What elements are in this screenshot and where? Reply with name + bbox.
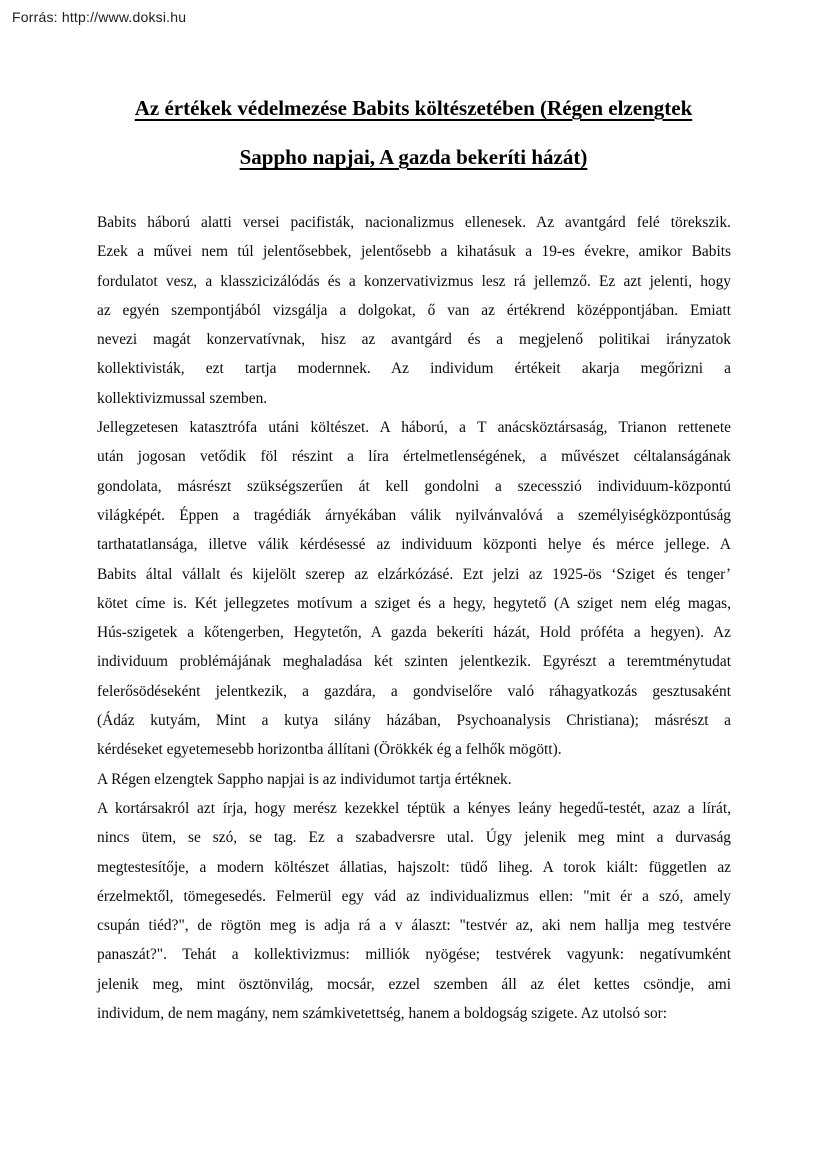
text-line: individum, de nem magány, nem számkivetettség, hanem a boldogság szigete. Az utolsó sor: — [97, 1005, 668, 1023]
text-line: (Ádáz kutyám, Mint a kutya silány házában, Psychoanalysis Christiana); másrészt a — [97, 712, 731, 730]
title-line-2: Sappho napjai, A gazda bekeríti házát) — [239, 145, 588, 169]
paragraph-1 — [97, 208, 731, 413]
text-line: Babits által vállalt és kijelölt szerep az elzárkózásé. Ezt jelzi az 1925-ös ‘Sziget és tenger’ — [97, 565, 731, 583]
text-line: gondolata, másrészt szükségszerűen át kell gondolni a szecesszió individuum-központú — [97, 477, 731, 495]
document-title — [60, 84, 767, 182]
text-line: kötet címe is. Két jellegzetes motívum a sziget és a hegy, hegytető (A sziget nem elég magas, — [97, 594, 731, 612]
text-line: kollektivisták, ezt tartja modernnek. Az individum értékeit akarja megőrizni a — [97, 360, 731, 378]
text-line: individuum problémájának meghaladása két szinten jelentkezik. Egyrészt a teremtménytudat — [97, 653, 731, 671]
text-line: fordulatot vesz, a klasszicizálódás és a konzervativizmus lesz rá jellemző. Ez azt jelenti, hogy — [97, 272, 731, 290]
text-line: tarthatatlansága, illetve válik kérdésessé az individuum központi helye és mérce jellege. A — [97, 536, 731, 554]
text-line: nincs ütem, se szó, se tag. Ez a szabadversre utal. Úgy jelenik meg mint a durvaság — [97, 829, 731, 847]
text-line: az egyén szempontjából vizsgálja a dolgokat, ő van az értékrend középpontjában. Emiatt — [97, 301, 731, 319]
text-line: panaszát?". Tehát a kollektivizmus: milliók nyögése; testvérek vagyunk: negatívumként — [97, 946, 731, 964]
text-line: Ezek a művei nem túl jelentősebbek, jelentősebb a kihatásuk a 19-es évekre, amikor Babits — [97, 243, 731, 261]
text-line: érzelmektől, tömegesedés. Felmerül egy vád az individualizmus ellen: "mit ér a szó, amely — [97, 887, 731, 905]
paragraph-2 — [97, 413, 731, 765]
paragraph-3 — [97, 765, 731, 794]
text-line: felerősödéseként jelentkezik, a gazdára, a gondviselőre való ráhagyatkozás gesztusaként — [97, 682, 731, 700]
text-line: Babits háború alatti versei pacifisták, nacionalizmus ellenesek. Az avantgárd felé törekszik. — [97, 214, 731, 231]
text-line: után jogosan vetődik föl részint a líra értelmetlenségének, a művészet céltalanságának — [97, 448, 731, 466]
text-line: nevezi magát konzervatívnak, hisz az avantgárd és a megjelenő politikai irányzatok — [97, 331, 731, 349]
paragraph-4 — [97, 794, 731, 1028]
text-line: megtestesítője, a modern költészet állatias, hajszolt: tüdő liheg. A torok kiált: független az — [97, 858, 731, 876]
text-line: kollektivizmussal szemben. — [97, 389, 268, 407]
document-body — [97, 208, 731, 1028]
text-line: Hús-szigetek a kőtengerben, Hegytetőn, A gazda bekeríti házát, Hold próféta a hegyen). Az — [97, 624, 731, 642]
text-line: A kortársakról azt írja, hogy merész kezekkel téptük a kényes leány hegedű-testét, azaz a lírát, — [97, 799, 731, 817]
text-line: A Régen elzengtek Sappho napjai is az individumot tartja értéknek. — [97, 770, 512, 788]
text-line: jelenik meg, mint ösztönvilág, mocsár, ezzel szemben áll az élet kettes csöndje, ami — [97, 975, 731, 993]
text-line: kérdéseket egyetemesebb horizontba állítani (Örökkék ég a felhők mögött). — [97, 741, 562, 759]
text-line: csupán tiéd?", de rögtön meg is adja rá a v álaszt: "testvér az, aki nem hallja meg testvére — [97, 917, 731, 935]
source-url-label: Forrás: http://www.doksi.hu — [12, 9, 187, 25]
text-line: Jellegzetesen katasztrófa utáni költészet. A háború, a T anácsköztársaság, Trianon rettenete — [97, 419, 731, 437]
text-line: világképét. Éppen a tragédiák árnyékában válik nyilvánvalóvá a személyiségközpontúság — [97, 506, 731, 524]
title-line-1: Az értékek védelmezése Babits költészetében (Régen elzengtek — [134, 96, 693, 120]
